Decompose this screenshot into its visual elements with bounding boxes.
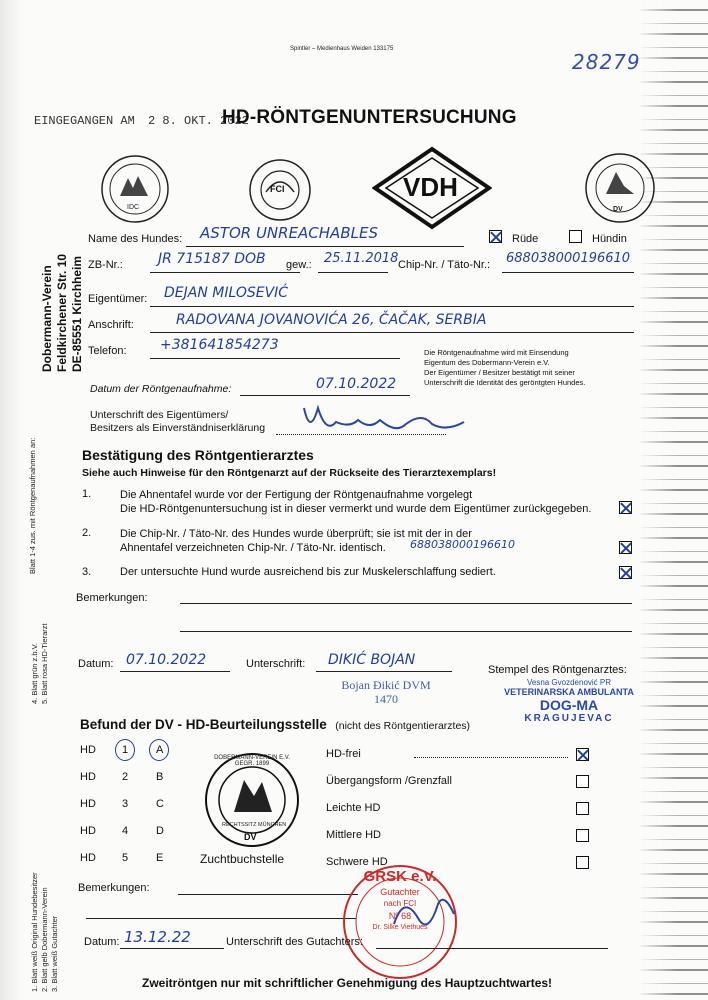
received-stamp <box>34 114 249 128</box>
item-3-text: Der untersuchte Hund wurde ausreichend bis zur Muskelerschlaffung sediert. <box>120 566 496 578</box>
result-checkbox-hd-free[interactable] <box>576 748 589 761</box>
result-heading-note: (nicht des Röntgentierarztes) <box>335 720 471 732</box>
confirm-remarks-line[interactable] <box>180 631 632 632</box>
confirm-heading: Bestätigung des Röntgentierarztes <box>82 447 314 463</box>
result-date-label: Datum: <box>84 936 120 948</box>
born-value[interactable]: 25.11.2018 <box>324 251 399 266</box>
owner-value[interactable]: DEJAN MILOSEVIĆ <box>164 285 289 301</box>
grsk-line: GRSK e.V. <box>363 868 437 885</box>
chip-line <box>502 272 634 273</box>
vet-number: 1470 <box>374 692 398 706</box>
scan-edge-right <box>638 0 708 1000</box>
side-note-line: 5. Blatt rosa HD-Tierarzt <box>40 623 49 704</box>
grsk-line: Dr. Silke Viethues <box>372 924 428 931</box>
grade-number: 3 <box>122 798 129 810</box>
notice-line: Der Eigentümer / Besitzer bestätigt mit seiner <box>424 368 575 377</box>
owner-signature <box>296 398 476 438</box>
result-date-line <box>120 948 224 949</box>
page-title: HD-RÖNTGENUNTERSUCHUNG <box>222 107 517 128</box>
address-label: Anschrift: <box>88 319 134 331</box>
seal-sub: RECHTSSITZ MÜNCHEN <box>222 822 287 828</box>
hd-label: HD <box>80 852 96 864</box>
notice-line: Unterschrift die Identität des geröntgten Hundes. <box>424 378 586 387</box>
notice-line: Eigentum des Dobermann-Verein e.V. <box>424 358 550 367</box>
item-line: Die Ahnentafel wurde vor der Fertigung der Röntgenaufnahme vorgelegt <box>120 489 473 501</box>
result-label: Mittlere HD <box>326 829 382 841</box>
result-heading-text: Befund der DV - HD-Beurteilungsstelle <box>80 717 327 732</box>
signature-label-line: Besitzers als Einverständniserklärung <box>90 422 266 434</box>
female-checkbox[interactable] <box>569 230 582 243</box>
grade-number: 4 <box>122 825 129 837</box>
result-label: HD-frei <box>326 748 361 760</box>
female-label: Hündin <box>592 233 627 245</box>
item-line: Ahnentafel verzeichneten Chip-Nr. / Täto-Nr. identisch. <box>120 542 386 554</box>
vet-name-stamp <box>326 678 446 706</box>
seal-text: DOBERMANN-VEREIN E.V. GEGR. 1899 <box>214 755 290 767</box>
grsk-line: Nº 68 <box>388 911 412 921</box>
expert-signature-line <box>376 948 608 949</box>
footer-note: Zweitröntgen nur mit schriftlicher Genehmigung des Hauptzuchtwartes! <box>142 976 553 990</box>
file-number: 28279 <box>572 50 641 74</box>
side-note-line: 3. Blatt weiß Gutachter <box>50 915 59 992</box>
vet-signature-label: Unterschrift: <box>246 658 306 670</box>
received-date: 2 8. OKT. 2022 <box>148 114 249 128</box>
grade-letter: A <box>156 744 164 756</box>
hd-label: HD <box>80 744 96 756</box>
owner-line <box>150 306 634 307</box>
confirm-remarks-label: Bemerkungen: <box>76 592 148 604</box>
signature-label-line: Unterschrift des Eigentümers/ <box>90 409 229 421</box>
confirm-date-label: Datum: <box>78 658 114 670</box>
grade-number: 2 <box>122 771 129 783</box>
notice-line: Die Röntgenaufnahme wird mit Einsendung <box>424 348 569 357</box>
born-label: gew.: <box>286 259 312 271</box>
stamp-line: VETERINARSKA AMBULANTA <box>504 687 634 697</box>
result-checkbox-moderate[interactable] <box>576 829 589 842</box>
dv-logo-left <box>100 154 170 224</box>
grade-letter-circle <box>149 739 169 761</box>
grsk-line: Gutachter <box>380 887 420 897</box>
dv-seal <box>204 752 300 848</box>
side-note-line: 1. Blatt weiß Original Hundebesitzer <box>30 872 39 992</box>
address-line <box>150 332 634 333</box>
result-checkbox-severe[interactable] <box>576 856 589 869</box>
result-leader <box>414 757 568 758</box>
item-2-checkbox[interactable] <box>619 541 632 554</box>
grade-number: 5 <box>122 852 129 864</box>
address-value[interactable]: RADOVANA JOVANOVIĆA 26, ČAČAK, SERBIA <box>176 312 487 328</box>
result-checkbox-borderline[interactable] <box>576 775 589 788</box>
fci-logo <box>248 158 312 222</box>
club-name: Dobermann-Verein <box>40 265 54 372</box>
side-note-copies: Blatt 1-4 zus. mit Röntgenaufnahmen an: <box>28 437 37 574</box>
result-remarks-line[interactable] <box>86 918 356 919</box>
grsk-line: nach FCI <box>383 899 417 908</box>
result-label: Schwere HD <box>326 856 388 868</box>
grade-number: 1 <box>122 744 129 756</box>
xray-date-line <box>240 395 410 396</box>
stamp-line: KRAGUJEVAC <box>524 713 614 724</box>
vdh-logo <box>372 146 492 230</box>
zb-line <box>150 272 300 273</box>
xray-date-label: Datum der Röntgenaufnahme: <box>90 383 232 395</box>
vet-name: Bojan Đikić DVM <box>341 678 431 692</box>
male-checkbox[interactable] <box>489 230 502 243</box>
grade-letter: C <box>156 798 164 810</box>
grade-letter: D <box>156 825 164 837</box>
publisher-line: Spintler – Medienhaus Weiden 133175 <box>290 46 394 52</box>
ownership-notice <box>424 348 585 388</box>
item-2-chip[interactable]: 688038000196610 <box>410 538 515 551</box>
phone-value[interactable]: +381641854273 <box>160 337 279 353</box>
grade-letter: E <box>156 852 164 864</box>
chip-value[interactable]: 688038000196610 <box>506 251 631 266</box>
item-line: Die Chip-Nr. / Täto-Nr. des Hundes wurde überprüft; sie ist mit der in der <box>120 528 472 540</box>
seal-dv: DV <box>244 832 257 842</box>
vet-practice-stamp <box>484 678 654 724</box>
item-2-number: 2. <box>82 527 92 539</box>
fci-text: FCI <box>270 184 285 194</box>
vet-stamp-label: Stempel des Röntgenarztes: <box>488 664 627 676</box>
studbook-label: Zuchtbuchstelle <box>200 852 285 866</box>
club-city: DE-85551 Kirchheim <box>70 255 84 372</box>
club-street: Feldkirchener Str. 10 <box>55 253 69 372</box>
result-remarks-line[interactable] <box>178 894 358 895</box>
hd-label: HD <box>80 798 96 810</box>
result-date-value[interactable]: 13.12.22 <box>124 928 191 946</box>
dog-name-value[interactable]: ASTOR UNREACHABLES <box>200 224 378 242</box>
stamp-line: Vesna Gvozdenović PR <box>526 678 612 687</box>
xray-date-value[interactable]: 07.10.2022 <box>316 376 397 392</box>
expert-signature-label: Unterschrift des Gutachters: <box>226 936 363 948</box>
item-3-checkbox[interactable] <box>619 566 632 579</box>
male-label: Rüde <box>512 233 539 245</box>
dog-name-line <box>186 246 464 247</box>
owner-label: Eigentümer: <box>88 293 148 305</box>
dog-name-label: Name des Hundes: <box>88 233 183 245</box>
dv-right-text: DV <box>613 206 623 213</box>
owner-signature-label <box>90 409 265 435</box>
dv-left-text: IDC <box>127 204 140 211</box>
confirm-subheading: Siehe auch Hinweise für den Röntgenarzt auf der Rückseite des Tierarztexemplars! <box>82 467 497 479</box>
stamp-line: DOG-MA <box>539 697 599 713</box>
chip-label: Chip-Nr. / Täto-Nr.: <box>398 259 491 271</box>
grade-number-circle <box>115 739 135 761</box>
side-note-line: 2. Blatt gelb Dobermann-Verein <box>40 887 49 992</box>
result-label: Leichte HD <box>326 802 381 814</box>
grade-letter: B <box>156 771 164 783</box>
side-note-line: 4. Blatt grün z.b.V. <box>30 642 39 704</box>
vet-signature-line <box>316 671 452 672</box>
item-1-number: 1. <box>82 488 92 500</box>
result-label: Übergangsform /Grenzfall <box>326 775 452 787</box>
hd-label: HD <box>80 771 96 783</box>
scan-edge-left <box>0 0 22 1000</box>
confirm-date-line <box>120 671 230 672</box>
result-checkbox-mild[interactable] <box>576 802 589 815</box>
confirm-date-value[interactable]: 07.10.2022 <box>126 652 207 668</box>
born-line <box>318 272 388 273</box>
phone-label: Telefon: <box>88 345 127 357</box>
result-heading <box>80 716 470 734</box>
expert-signature <box>384 884 464 944</box>
received-label: EINGEGANGEN AM <box>34 114 135 128</box>
zb-label: ZB-Nr.: <box>88 259 123 271</box>
item-line: Die HD-Röntgenuntersuchung ist in dieser vermerkt und wurde dem Eigentümer zurückgegeben. <box>120 503 592 515</box>
club-address <box>40 254 85 372</box>
item-1-text <box>120 488 591 516</box>
hd-label: HD <box>80 825 96 837</box>
result-remarks-label: Bemerkungen: <box>78 882 150 894</box>
item-3-number: 3. <box>82 566 92 578</box>
side-note-distribution <box>30 872 60 992</box>
vet-signature-value[interactable]: DIKIĆ BOJAN <box>328 652 416 668</box>
side-note-vet <box>30 623 50 704</box>
phone-line <box>150 358 400 359</box>
confirm-remarks-line[interactable] <box>180 603 632 604</box>
vdh-text: VDH <box>403 172 458 202</box>
item-1-checkbox[interactable] <box>619 501 632 514</box>
dv-logo-right <box>584 152 656 224</box>
zb-value[interactable]: JR 715187 DOB <box>158 251 266 267</box>
